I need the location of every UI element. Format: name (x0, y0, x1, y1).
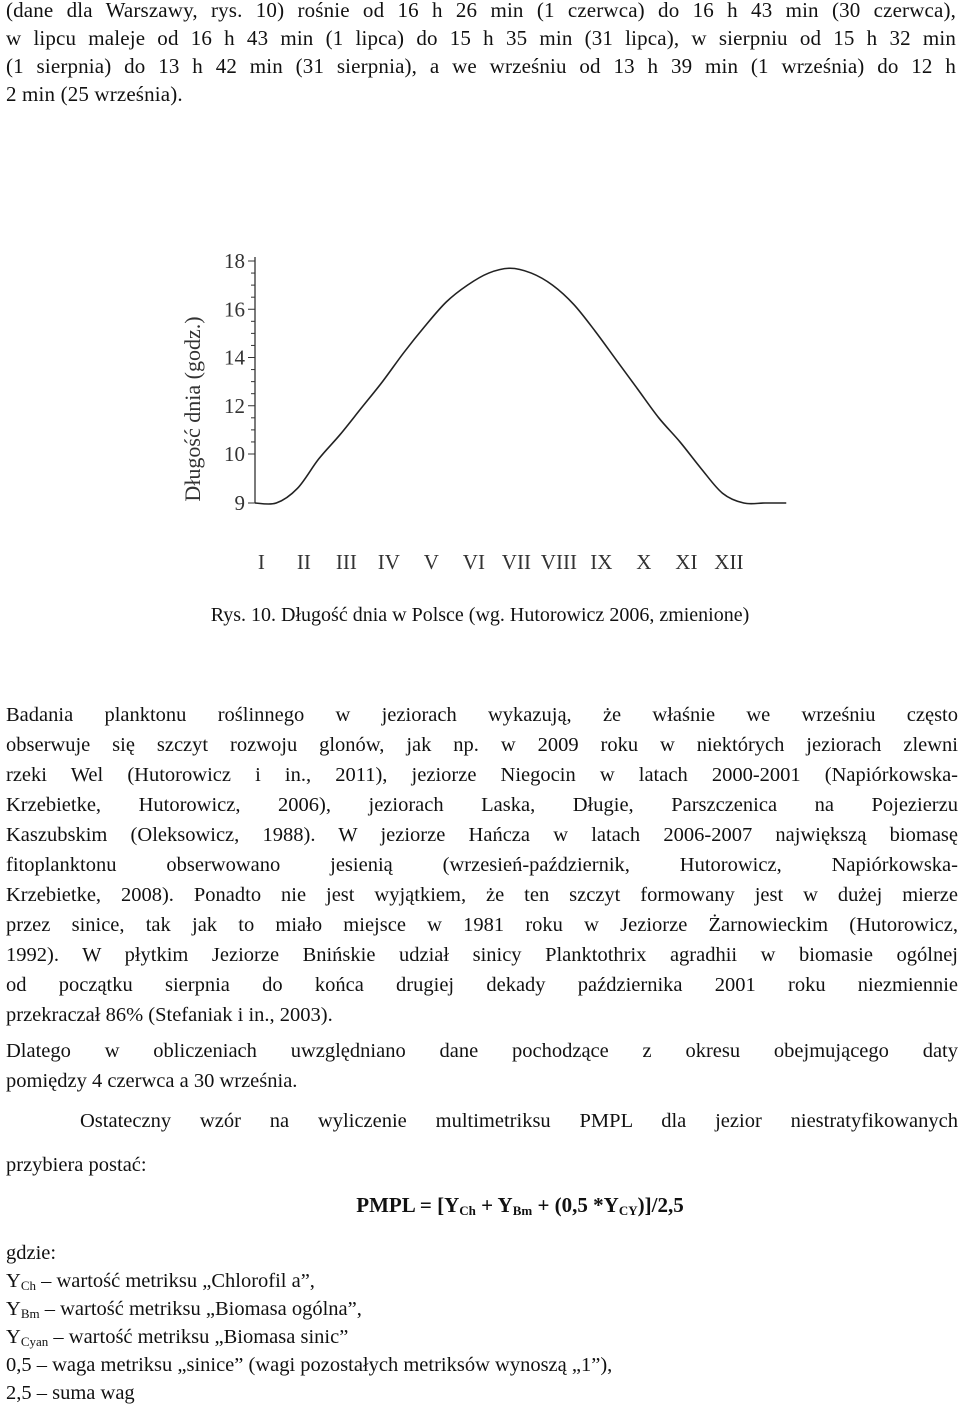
x-tick-label: VII (501, 550, 531, 574)
x-tick-label: X (636, 550, 652, 574)
x-tick-label: IX (590, 550, 613, 574)
definition-subscript: Cyan (20, 1334, 49, 1349)
y-tick-label: 14 (224, 345, 245, 370)
definition-item (6, 1322, 958, 1352)
x-tick-label: XI (675, 550, 698, 574)
definition-item (6, 1266, 958, 1296)
x-tick-label: III (335, 550, 357, 574)
paragraph-line: rzeki Wel (Hutorowicz i in., 2011), jeziorze Niegocin w latach 2000-2001 (Napiórkowska- (6, 764, 958, 786)
formula-part: + Y (475, 1193, 513, 1217)
formula-part: PMPL = [Y (356, 1193, 460, 1217)
x-tick-label: V (423, 550, 439, 574)
formula-part: )]/2,5 (637, 1193, 684, 1217)
definition-item (6, 1350, 958, 1380)
formula-subscript: Bm (512, 1203, 533, 1218)
paragraph-line: fitoplanktonu obserwowano jesienią (wrzesień-październik, Hutorowicz, Napiórkowska- (6, 854, 958, 876)
formula-intro-line: przybiera postać: (6, 1154, 147, 1176)
formula-intro-line: Ostateczny wzór na wyliczenie multimetriksu PMPL dla jezior niestratyfikowanych (80, 1110, 958, 1132)
x-tick-label: XII (714, 550, 744, 574)
figure-caption: Rys. 10. Długość dnia w Polsce (wg. Hutorowicz 2006, zmienione) (210, 604, 750, 626)
x-tick-label: VIII (540, 550, 577, 574)
definition-text: – wartość metriksu „Chlorofil a”, (35, 1270, 315, 1292)
day-length-chart (0, 235, 960, 585)
definition-text: 2,5 – suma wag (6, 1382, 135, 1404)
paragraph-line: obserwuje się szczyt rozwoju glonów, jak np. w 2009 roku w niektórych jeziorach zlewni (6, 734, 958, 756)
definition-item (6, 1294, 958, 1324)
intro-line: (1 sierpnia) do 13 h 42 min (31 sierpnia), a we wrześniu od 13 h 39 min (1 września) do 12 h (6, 54, 956, 78)
definition-item (6, 1378, 958, 1408)
x-tick-label: VI (462, 550, 485, 574)
definition-symbol: Y (6, 1326, 21, 1348)
intro-line: (dane dla Warszawy, rys. 10) rośnie od 16 h 26 min (1 czerwca) do 16 h 43 min (30 czerwca), (6, 0, 956, 22)
intro-line: w lipcu maleje od 16 h 43 min (1 lipca) do 15 h 35 min (31 lipca), w sierpniu od 15 h 32 min (6, 26, 956, 50)
y-axis-label: Długość dnia (godz.) (180, 316, 205, 502)
formula-subscript: CY (618, 1203, 638, 1218)
x-tick-label: I (257, 550, 265, 574)
definition-subscript: Bm (20, 1306, 40, 1321)
y-tick-label: 10 (224, 442, 245, 466)
definition-symbol: Y (6, 1298, 21, 1320)
paragraph-line: Kaszubskim (Oleksowicz, 1988). W jeziorze Hańcza w latach 2006-2007 największą biomasę (6, 824, 958, 846)
formula-part: + (0,5 *Y (532, 1193, 619, 1217)
intro-line: 2 min (25 września). (6, 82, 183, 106)
x-tick-label: II (296, 550, 311, 574)
definition-subscript: Ch (20, 1278, 36, 1293)
paragraph-line: pomiędzy 4 czerwca a 30 września. (6, 1070, 298, 1092)
definition-symbol: Y (6, 1270, 21, 1292)
definition-text: – wartość metriksu „Biomasa sinic” (48, 1326, 349, 1348)
pmpl-formula (0, 1193, 960, 1218)
y-tick-label: 18 (224, 249, 245, 273)
paragraph-line: Badania planktonu roślinnego w jeziorach wykazują, że właśnie we wrześniu często (6, 704, 958, 726)
day-length-curve (255, 268, 786, 504)
paragraph-line: Krzebietke, 2008). Ponadto nie jest wyjątkiem, że ten szczyt formowany jest w dużej mierze (6, 884, 958, 906)
paragraph-line: 1992). W płytkim Jeziorze Bnińskie udział sinicy Planktothrix agradhii w biomasie ogólnej (6, 944, 958, 966)
chart-svg (0, 235, 960, 585)
definition-text: – wartość metriksu „Biomasa ogólna”, (39, 1298, 362, 1320)
y-tick-label: 9 (234, 491, 245, 515)
paragraph-line: przekraczał 86% (Stefaniak i in., 2003). (6, 1004, 333, 1026)
paragraph-line: przez sinice, tak jak to miało miejsce w 1981 roku w Jeziorze Żarnowieckim (Hutorowicz, (6, 914, 958, 936)
definition-text: 0,5 – waga metriksu „sinice” (wagi pozostałych metriksów wynoszą „1”), (6, 1354, 613, 1376)
paragraph-line: Dlatego w obliczeniach uwzględniano dane pochodzące z okresu obejmującego daty (6, 1040, 958, 1062)
gdzie-label: gdzie: (6, 1242, 57, 1264)
formula-subscript: Ch (459, 1203, 476, 1218)
paragraph-line: od początku sierpnia do końca drugiej dekady października 2001 roku niezmiennie (6, 974, 958, 996)
y-tick-label: 16 (224, 297, 245, 322)
x-tick-label: IV (377, 550, 400, 574)
y-tick-label: 12 (224, 393, 245, 418)
paragraph-line: Krzebietke, Hutorowicz, 2006), jeziorach Laska, Długie, Parszczenica na Pojezierzu (6, 794, 958, 816)
